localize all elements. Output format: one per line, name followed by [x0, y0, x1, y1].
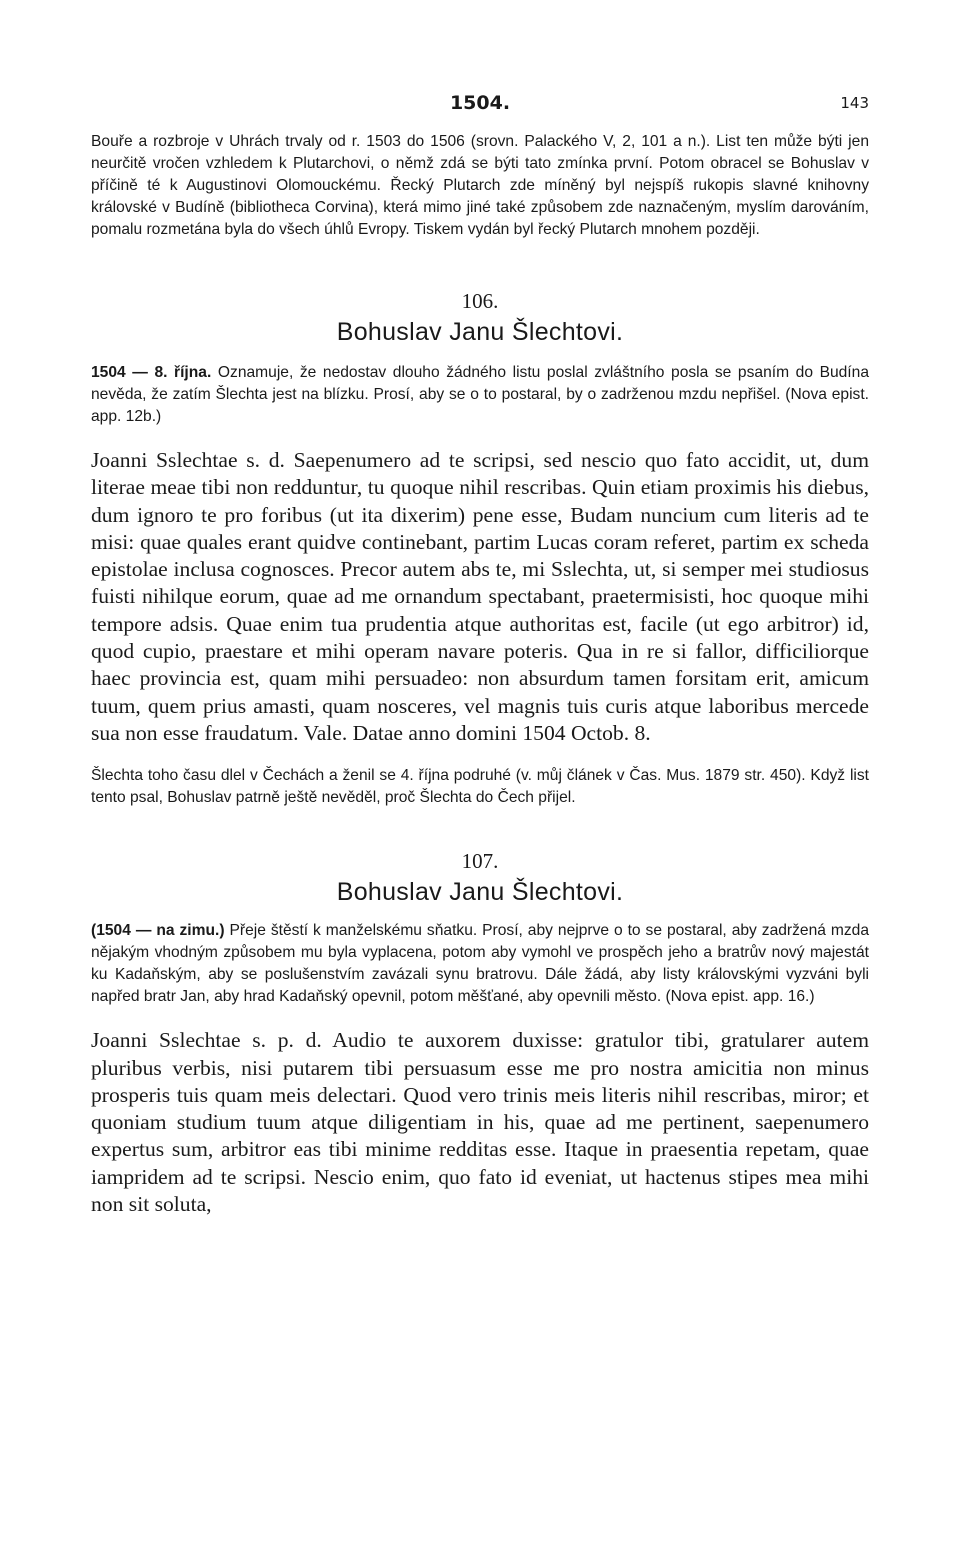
header-year: 1504.: [449, 92, 511, 114]
book-page: [91, 88, 869, 1218]
letter-summary: [91, 920, 869, 1008]
letter-summary-text: Přeje štěstí k manželskému sňatku. Prosí, aby nejprve o to se postaral, aby zadržená mzda nějakým vhodným způsobem mu byla vyplacena, potom aby vymohl ve prospěch jeho a bratrův nový majestát ku Kadaňským, aby se poslušenstvím zavázali synu bratrovu. Dále žádá, aby listy královskými vyzváni byli napřed bratr Jan, aby hrad Kadaňský opevnil, potom měšťané, aby opevnili město. (Nova epist. app. 16.): [91, 922, 870, 1006]
letter-summary-text: Oznamuje, že nedostav dlouho žádného listu poslal zvláštního posla se psaním do Budína nevěda, že zatím Šlechta jest na blízku. Prosí, aby se o to postaral, by o zadrženou mzdu nepřišel. (Nova epist. app. 12b.): [91, 364, 869, 425]
letter-number: 106.: [461, 289, 499, 313]
letter-title: Bohuslav Janu Šlechtovi.: [336, 318, 624, 346]
letter-summary: [91, 362, 869, 428]
intro-note: Bouře a rozbroje v Uhrách trvaly od r. 1503 do 1506 (srovn. Palackého V, 2, 101 a n.). List ten může býti jen neurčitě vročen vzhledem k Plutarchovi, o němž zdá se býti tato zmínka první. Potom obracel se Bohuslav v příčině té k Augustinovi Olomouckému. Řecký Plutarch zde míněný byl nejspíš rukopis slavné knihovny královské v Budíně (bibliotheca Corvina), která mimo jiné také způsobem zde naznačeným, myslím darováním, pomalu rozmetána byla do všech úhlů Evropy. Tiskem vydán byl řecký Plutarch mnohem později.: [91, 133, 869, 238]
letter-note: Šlechta toho času dlel v Čechách a ženil se 4. října podruhé (v. můj článek v Čas. Mus. 1879 str. 450). Když list tento psal, Bohuslav patrně ještě nevěděl, proč Šlechta do Čech přijel.: [91, 767, 869, 807]
letter-date: 1504 — 8. října.: [91, 364, 212, 381]
letter-number: 107.: [461, 849, 499, 874]
letter-text: Joanni Sslechtae s. d. Saepenumero ad te scripsi, sed nescio quo fato accidit, ut, dum literae meae tibi non redduntur, tu quoque nihil rescribas. Quin etiam proximis his diebus, dum ignoro te pro foribus (ut ita dixerim) pene esse, Budam nuncium cum literis ad te misi: quae quales erant quidve continebant, partim Lucas coram referet, partim ex scheda epistolae inclusa cognosces. Precor autem abs te, mi Sslechta, ut, si semper mei studiosus fuisti nihilque eorum, quae ad me ornandum spectabant, praetermisisti, hoc quoque mihi tempore adsis. Quae enim tua prudentia atque authoritas est, facile (ut ego arbitror) id, quod cupio, praestare et mihi operam navare poteris. Qua in re si fallor, difficiliorque haec provincia est, quam mihi persuadeo: non absurdum tamen forsitam erit, amicum tuum, quem prius amasti, quam nosceres, vel magnis tuis curis atque laboribus mercede sua non esse fraudatum. Vale. Datae anno domini 1504 Octob. 8.: [91, 448, 869, 745]
letter-text: Joanni Sslechtae s. p. d. Audio te auxorem duxisse: gratulor tibi, gratularer autem pluribus verbis, nisi putarem tibi persuasum esse me pro nostra amicitia non minus prosperis tuis quam meis delectari. Quod vero trinis meis literis nihil rescribas, miror; et quoniam studium tuum atque diligentiam in his, quae ad me pertinent, saepenumero expertus sum, arbitror eas tibi minime redditas esse. Itaque in praesentia repetam, quae iampridem ad te scripsi. Nescio enim, quo fato id eveniat, ut hactenus stipes mea mihi non sit soluta,: [91, 1028, 869, 1217]
running-head: [91, 88, 869, 122]
page-number: 143: [840, 94, 869, 112]
letter-date: (1504 — na zimu.): [91, 922, 225, 940]
letter-title: Bohuslav Janu Šlechtovi.: [336, 878, 624, 907]
